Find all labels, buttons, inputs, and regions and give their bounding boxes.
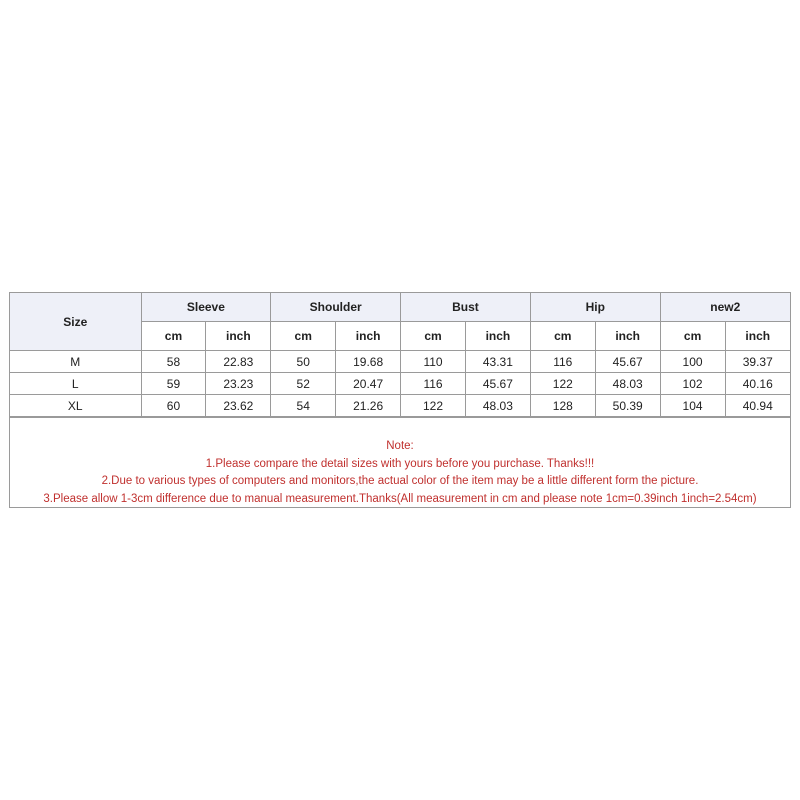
value-cell: 48.03 [595, 373, 660, 395]
value-cell: 128 [530, 395, 595, 417]
size-cell: L [10, 373, 141, 395]
unit-header-inch: inch [725, 322, 790, 351]
unit-header-cm: cm [271, 322, 336, 351]
value-cell: 50 [271, 351, 336, 373]
value-cell: 22.83 [206, 351, 271, 373]
value-cell: 116 [401, 373, 466, 395]
value-cell: 122 [530, 373, 595, 395]
note-line-2: 2.Due to various types of computers and monitors,the actual color of the item may be a little different form the picture. [101, 475, 699, 487]
value-cell: 23.62 [206, 395, 271, 417]
value-cell: 122 [401, 395, 466, 417]
size-table [10, 293, 790, 417]
notes-section [10, 417, 790, 508]
group-header-new2: new2 [660, 293, 790, 322]
group-header-hip: Hip [530, 293, 660, 322]
value-cell: 48.03 [465, 395, 530, 417]
header-row-groups [10, 293, 790, 322]
value-cell: 45.67 [465, 373, 530, 395]
value-cell: 58 [141, 351, 206, 373]
value-cell: 60 [141, 395, 206, 417]
value-cell: 116 [530, 351, 595, 373]
value-cell: 21.26 [336, 395, 401, 417]
table-row [10, 395, 790, 417]
value-cell: 23.23 [206, 373, 271, 395]
value-cell: 100 [660, 351, 725, 373]
unit-header-cm: cm [401, 322, 466, 351]
unit-header-cm: cm [660, 322, 725, 351]
group-header-shoulder: Shoulder [271, 293, 401, 322]
note-line-1: 1.Please compare the detail sizes with yours before you purchase. Thanks!!! [205, 457, 595, 470]
value-cell: 52 [271, 373, 336, 395]
unit-header-inch: inch [595, 322, 660, 351]
size-cell: XL [10, 395, 141, 417]
group-header-sleeve: Sleeve [141, 293, 271, 322]
value-cell: 45.67 [595, 351, 660, 373]
value-cell: 54 [271, 395, 336, 417]
value-cell: 110 [401, 351, 466, 373]
size-cell: M [10, 351, 141, 373]
size-header: Size [10, 293, 141, 351]
value-cell: 40.94 [725, 395, 790, 417]
unit-header-inch: inch [206, 322, 271, 351]
value-cell: 40.16 [725, 373, 790, 395]
value-cell: 19.68 [336, 351, 401, 373]
table-row [10, 351, 790, 373]
value-cell: 102 [660, 373, 725, 395]
value-cell: 20.47 [336, 373, 401, 395]
size-chart [9, 292, 791, 508]
note-line-3: 3.Please allow 1-3cm difference due to manual measurement.Thanks(All measurement in cm and please note 1cm=0.39inch 1inch=2.54cm) [43, 492, 757, 505]
unit-header-cm: cm [141, 322, 206, 351]
value-cell: 104 [660, 395, 725, 417]
table-row [10, 373, 790, 395]
group-header-bust: Bust [401, 293, 531, 322]
value-cell: 43.31 [465, 351, 530, 373]
value-cell: 39.37 [725, 351, 790, 373]
unit-header-inch: inch [465, 322, 530, 351]
notes-heading: Note: [386, 440, 414, 452]
value-cell: 50.39 [595, 395, 660, 417]
value-cell: 59 [141, 373, 206, 395]
unit-header-cm: cm [530, 322, 595, 351]
unit-header-inch: inch [336, 322, 401, 351]
